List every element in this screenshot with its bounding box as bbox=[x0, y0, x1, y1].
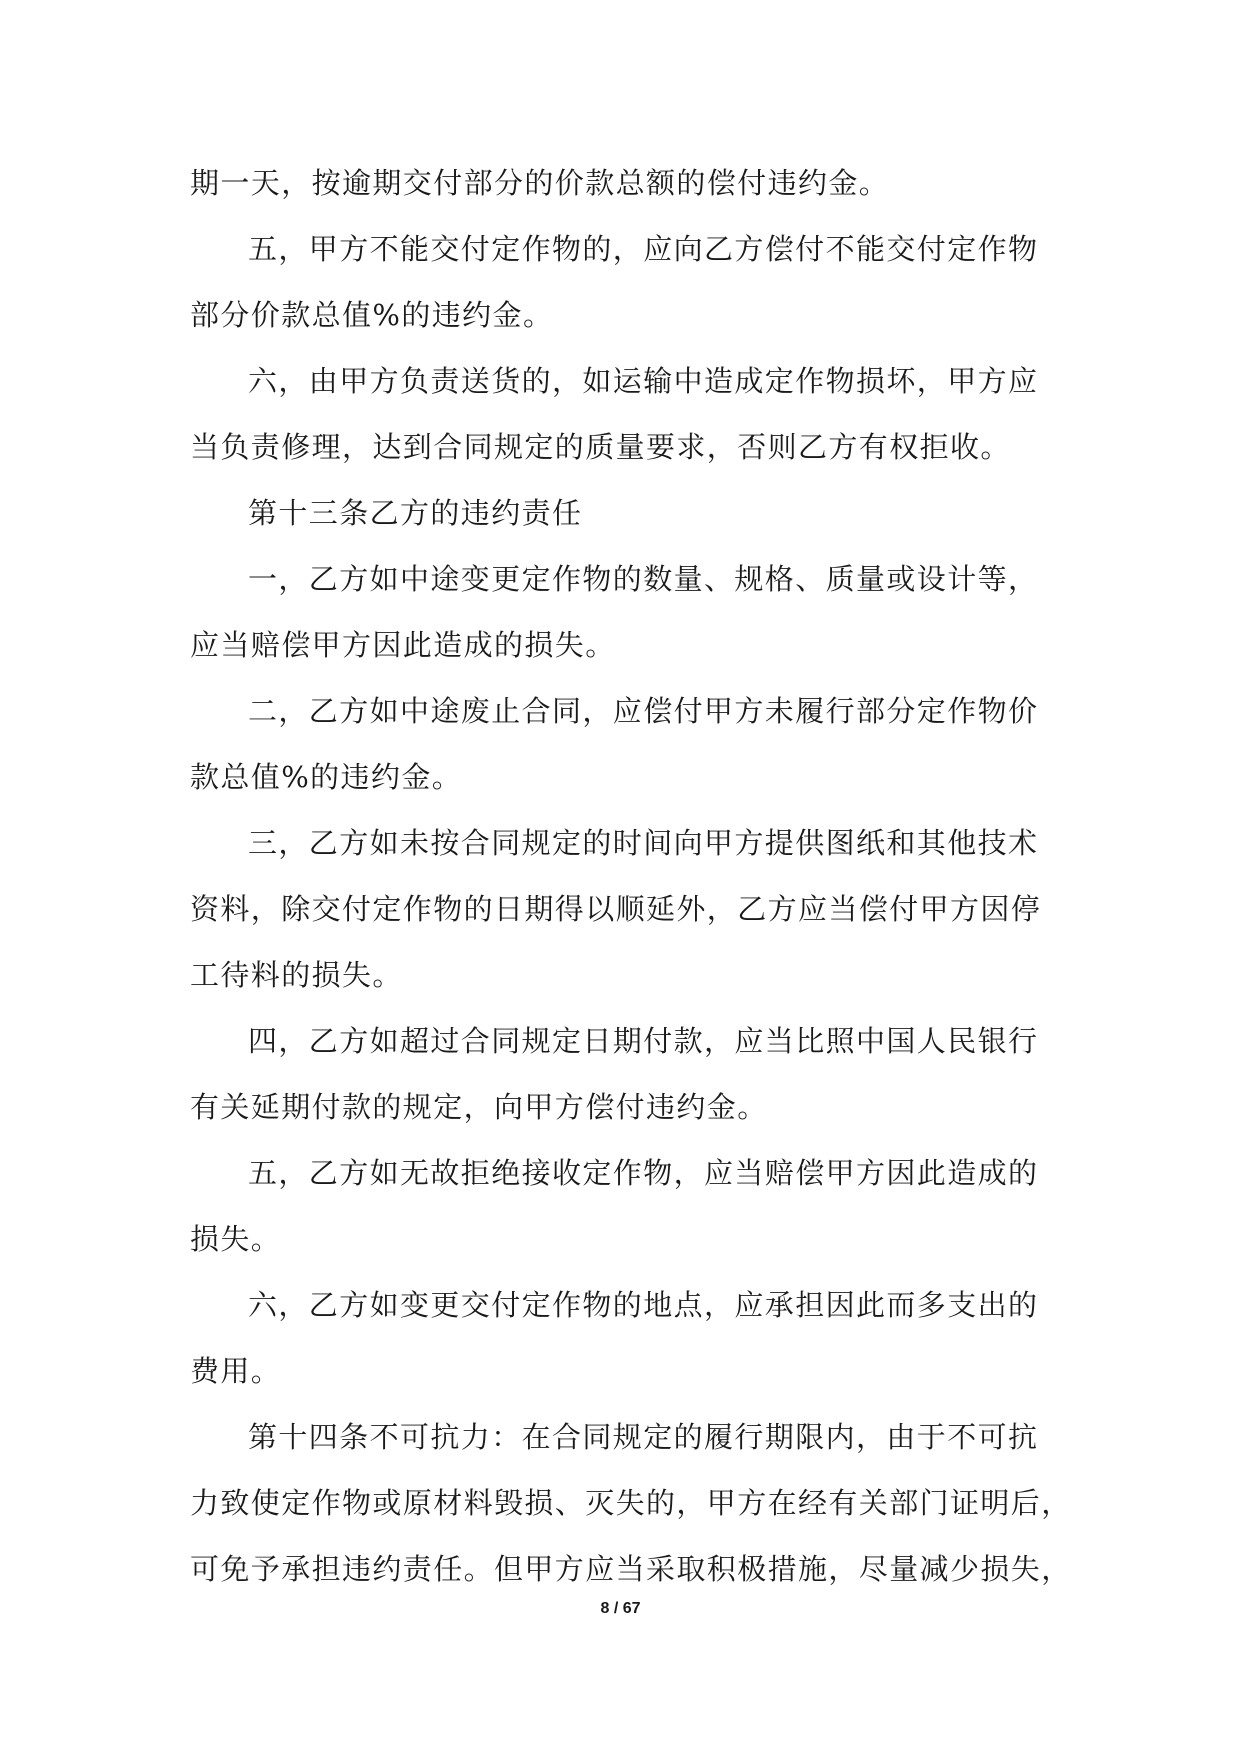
text-line: 有关延期付款的规定，向甲方偿付违约金。 bbox=[190, 1090, 768, 1124]
document-body bbox=[190, 156, 1072, 1608]
page-number: 8 / 67 bbox=[600, 1600, 641, 1617]
text-line: 损失。 bbox=[190, 1222, 282, 1256]
text-line: 三，乙方如未按合同规定的时间向甲方提供图纸和其他技术 bbox=[248, 826, 1039, 860]
text-line: 二，乙方如中途废止合同，应偿付甲方未履行部分定作物价 bbox=[248, 694, 1039, 728]
text-line: 应当赔偿甲方因此造成的损失。 bbox=[190, 628, 616, 662]
text-line: 可免予承担违约责任。但甲方应当采取积极措施，尽量减少损失， bbox=[190, 1552, 1072, 1586]
text-line: 期一天，按逾期交付部分的价款总额的偿付违约金。 bbox=[190, 166, 890, 200]
text-line: 资料，除交付定作物的日期得以顺延外，乙方应当偿付甲方因停 bbox=[190, 892, 1042, 926]
text-line: 工待料的损失。 bbox=[190, 958, 403, 992]
section-heading: 第十四条不可抗力：在合同规定的履行期限内，由于不可抗 bbox=[248, 1420, 1039, 1454]
text-line: 费用。 bbox=[190, 1354, 282, 1388]
text-line: 六，乙方如变更交付定作物的地点，应承担因此而多支出的 bbox=[248, 1288, 1039, 1322]
text-line: 部分价款总值%的违约金。 bbox=[190, 298, 554, 332]
text-line: 款总值%的违约金。 bbox=[190, 760, 463, 794]
section-heading: 第十三条乙方的违约责任 bbox=[248, 496, 583, 530]
text-line: 一，乙方如中途变更定作物的数量、规格、质量或设计等， bbox=[248, 562, 1039, 596]
text-line: 力致使定作物或原材料毁损、灭失的，甲方在经有关部门证明后， bbox=[190, 1486, 1072, 1520]
text-line: 当负责修理，达到合同规定的质量要求，否则乙方有权拒收。 bbox=[190, 430, 1011, 464]
text-line: 五，甲方不能交付定作物的，应向乙方偿付不能交付定作物 bbox=[248, 232, 1039, 266]
text-line: 四，乙方如超过合同规定日期付款，应当比照中国人民银行 bbox=[248, 1024, 1039, 1058]
text-line: 六，由甲方负责送货的，如运输中造成定作物损坏，甲方应 bbox=[248, 364, 1039, 398]
text-line: 五，乙方如无故拒绝接收定作物，应当赔偿甲方因此造成的 bbox=[248, 1156, 1039, 1190]
